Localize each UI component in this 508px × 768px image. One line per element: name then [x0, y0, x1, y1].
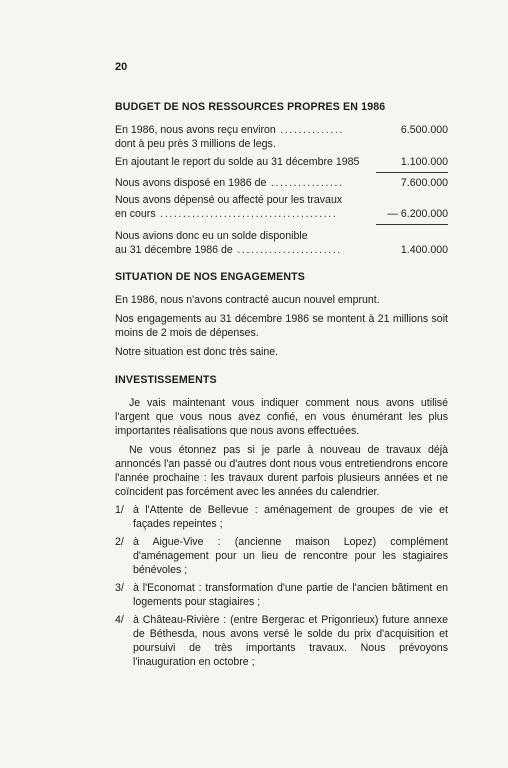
budget-balance-label: au 31 décembre 1986 de [115, 244, 233, 256]
budget-legs-line: dont à peu près 3 millions de legs. [115, 138, 276, 150]
list-item [115, 535, 448, 577]
budget-balance-line: Nous avions donc eu un solde disponible [115, 230, 308, 242]
budget-received-value: 6.500.000 [400, 124, 448, 136]
investments-section [115, 373, 448, 669]
list-item-text: à l'Economat : transformation d'une partie de l'ancien bâtiment en logements pour stagiaires ; [133, 582, 448, 608]
list-item-number: 4/ [115, 614, 124, 626]
list-item-number: 3/ [115, 582, 124, 594]
leader-dots: .............. [275, 124, 344, 136]
list-item-number: 1/ [115, 504, 124, 516]
list-item-text: à l'Attente de Bellevue : aménagement de groupes de vie et façades repeintes ; [133, 504, 448, 530]
budget-works-label: en cours [115, 208, 156, 220]
investments-intro-paragraph: Je vais maintenant vous indiquer comment nous avons utilisé l'argent que vous nous avez confié, en vous énumérant les plus importantes réalisations que nous avons effectuées. [115, 397, 448, 437]
situation-paragraph: En 1986, nous n'avons contracté aucun nouvel emprunt. [115, 294, 380, 306]
situation-heading: SITUATION DE NOS ENGAGEMENTS [115, 271, 305, 283]
budget-report-value: 1.100.000 [400, 156, 448, 168]
budget-line-report [115, 155, 448, 169]
situation-paragraph: Nos engagements au 31 décembre 1986 se montent à 21 millions soit moins de 2 mois de dépenses. [115, 313, 448, 339]
list-item-number: 2/ [115, 536, 124, 548]
leader-dots: ................ [266, 177, 344, 189]
budget-disposed-value: 7.600.000 [400, 177, 448, 189]
budget-report-label: En ajoutant le report du solde au 31 décembre 1985 [115, 156, 360, 168]
budget-works-value: — 6.200.000 [387, 208, 448, 220]
situation-paragraph: Notre situation est donc très saine. [115, 346, 279, 358]
leader-dots: ....................................... [155, 208, 338, 220]
budget-heading: BUDGET DE NOS RESSOURCES PROPRES EN 1986 [115, 101, 386, 113]
budget-line-disposed [115, 176, 448, 190]
sum-rule [376, 224, 448, 225]
budget-line-received [115, 123, 448, 137]
page-number: 20 [115, 61, 128, 73]
list-item [115, 581, 448, 609]
list-item-text: à Château-Rivière : (entre Bergerac et Prigonrieux) future annexe de Béthesda, nous avons versé le solde du prix d'acquisition et poursuivi de très importants travaux. Nous prévoyons l'inauguration en octobre ; [133, 614, 448, 668]
investments-heading: INVESTISSEMENTS [115, 374, 217, 386]
list-item [115, 503, 448, 531]
list-item-text: à Aigue-Vive : (ancienne maison Lopez) complément d'aménagement pour un lieu de rencontre pour les stagiaires bénévoles ; [133, 536, 448, 576]
budget-spent-line: Nous avons dépensé ou affecté pour les travaux [115, 194, 343, 206]
budget-line-works [115, 207, 448, 221]
budget-section [115, 100, 448, 257]
budget-balance-value: 1.400.000 [400, 244, 448, 256]
page-content [115, 100, 448, 669]
sum-rule [376, 172, 448, 173]
budget-disposed-label: Nous avons disposé en 1986 de [115, 177, 267, 189]
investments-paragraph: Ne vous étonnez pas si je parle à nouveau de travaux déjà annoncés l'an passé ou d'autres dont nous vous entretiendrons encore l'année prochaine : les travaux durent parfois plusieurs années et ne coïncident pas forcément avec les années du calendrier. [115, 444, 448, 498]
budget-line-balance [115, 243, 448, 257]
situation-section [115, 270, 448, 359]
budget-received-label: En 1986, nous avons reçu environ [115, 124, 276, 136]
list-item [115, 613, 448, 669]
leader-dots: ....................... [232, 244, 342, 256]
